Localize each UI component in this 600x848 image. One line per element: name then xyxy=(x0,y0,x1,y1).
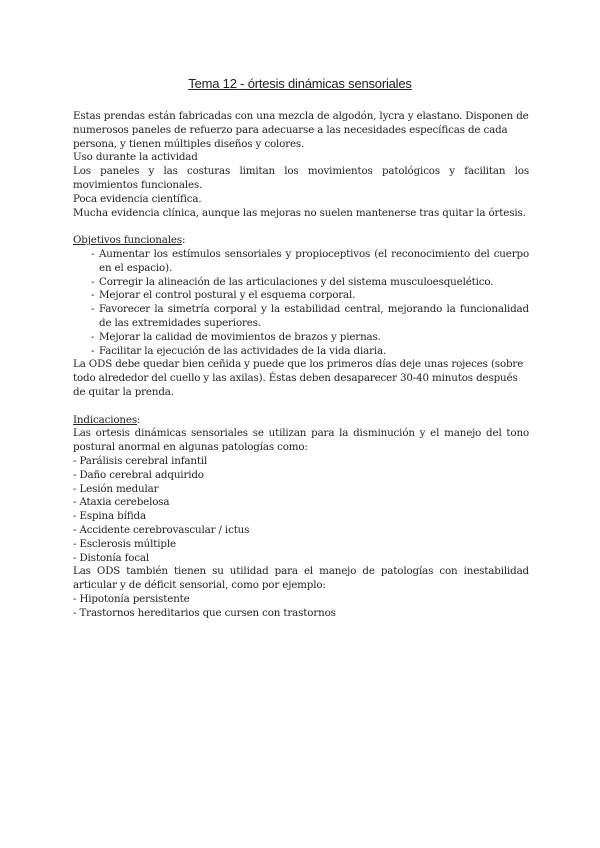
list-item: - Aumentar los estímulos sensoriales y propioceptivos (el reconocimiento del cuerpo en el espacio). xyxy=(73,248,529,276)
spacer xyxy=(73,400,529,414)
intro-paragraph: Estas prendas están fabricadas con una mezcla de algodón, lycra y elastano. Disponen de numerosos paneles de refuerzo para adecuarse a las necesidades específicas de cada persona, y tienen múltiples diseños y colores. xyxy=(73,110,529,150)
title-main: órtesis dinámicas sensoriales xyxy=(247,76,412,91)
list-item: - Parálisis cerebral infantil xyxy=(73,454,208,467)
objetivos-heading-line xyxy=(73,234,529,248)
intro-line-evidencia-clinica: Mucha evidencia clínica, aunque las mejoras no suelen mantenerse tras quitar la órtesis. xyxy=(73,206,526,219)
spacer xyxy=(73,220,529,234)
list-item: - Mejorar la calidad de movimientos de brazos y piernas. xyxy=(73,331,529,345)
list-item: - Mejorar el control postural y el esquema corporal. xyxy=(73,289,529,303)
intro-line-paneles: Los paneles y las costuras limitan los movimientos patológicos y facilitan los movimientos funcionales. xyxy=(73,165,529,191)
list-item: - Facilitar la ejecución de las actividades de la vida diaria. xyxy=(73,345,529,359)
list-item: - Accidente cerebrovascular / ictus xyxy=(73,523,250,536)
list-item: - Favorecer la simetría corporal y la estabilidad central, mejorando la funcionalidad de las extremidades superiores. xyxy=(73,303,529,331)
list-item: - Distonía focal xyxy=(73,551,150,564)
list-item: - Lesión medular xyxy=(73,482,159,495)
indicaciones-intro-2: Las ODS también tienen su utilidad para el manejo de patologías con inestabilidad articular y de déficit sensorial, como por ejemplo: xyxy=(73,565,529,592)
indicaciones-list-2 xyxy=(73,593,529,621)
title-prefix: Tema 12 xyxy=(188,76,237,91)
list-item: - Ataxia cerebelosa xyxy=(73,496,170,509)
indicaciones-intro: Las ortesis dinámicas sensoriales se utilizan para la disminución y el manejo del tono postural anormal en algunas patologías como: xyxy=(73,427,529,454)
indicaciones-heading-colon: : xyxy=(136,413,141,426)
intro-line-evidencia-cientifica: Poca evidencia científica. xyxy=(73,192,202,205)
objetivos-heading-colon: : xyxy=(181,234,186,247)
page-title xyxy=(0,76,600,91)
objetivos-heading: Objetivos funcionales xyxy=(73,234,182,247)
title-separator: - xyxy=(236,76,248,91)
list-item: - Corregir la alineación de las articulaciones y del sistema musculoesquelético. xyxy=(73,276,529,290)
indicaciones-heading-line xyxy=(73,414,529,428)
list-item: - Daño cerebral adquirido xyxy=(73,468,204,481)
list-item: - Esclerosis múltiple xyxy=(73,537,176,550)
document-body xyxy=(73,110,529,620)
objetivos-note: La ODS debe quedar bien ceñida y puede que los primeros días deje unas rojeces (sobre todo alrededor del cuello y las axilas). Éstas deben desaparecer 30-40 minutos después de quitar la prenda. xyxy=(73,358,524,398)
indicaciones-heading: Indicaciones xyxy=(73,413,137,426)
objetivos-list xyxy=(73,248,529,358)
intro-line-uso: Uso durante la actividad xyxy=(73,151,198,164)
list-item: - Espina bífida xyxy=(73,510,146,523)
list-item: - Hipotonía persistente xyxy=(73,592,190,605)
indicaciones-list xyxy=(73,455,529,565)
list-item: - Trastornos hereditarios que cursen con trastornos xyxy=(73,606,336,619)
